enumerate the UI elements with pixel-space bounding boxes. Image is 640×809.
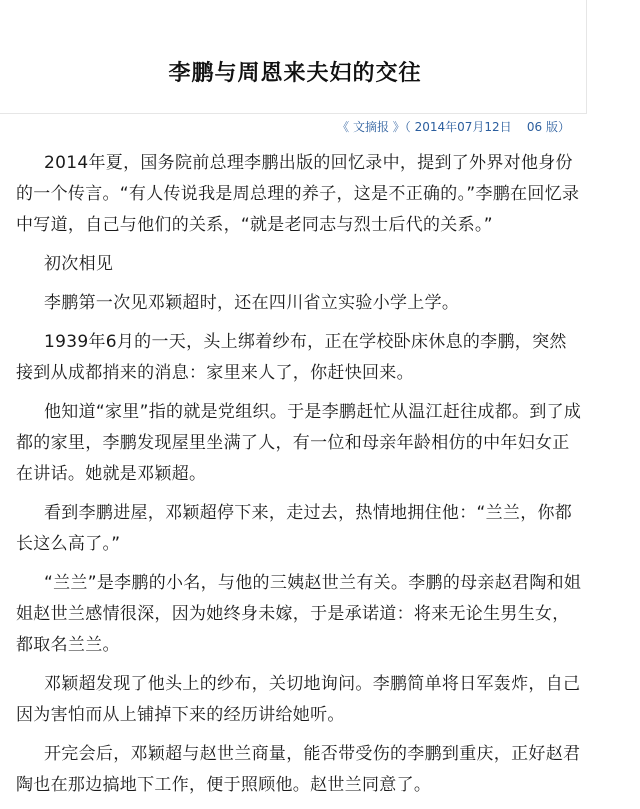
article-body xyxy=(16,148,582,809)
article-title: 李鹏与周恩来夫妇的交往 xyxy=(168,61,422,86)
paragraph: 1939年6月的一天，头上绑着纱布，正在学校卧床休息的李鹏，突然接到从成都捎来的消息：家里来人了，你赶快回来。 xyxy=(16,332,567,383)
paragraph: 邓颖超发现了他头上的纱布，关切地询问。李鹏简单将日军轰炸，自己因为害怕而从上铺掉下来的经历讲给她听。 xyxy=(16,674,581,725)
paragraph: 开完会后，邓颖超与赵世兰商量，能否带受伤的李鹏到重庆，正好赵君陶也在那边搞地下工作，便于照顾他。赵世兰同意了。 xyxy=(16,744,581,795)
section-heading: 初次相见 xyxy=(44,254,114,274)
paragraph: 看到李鹏进屋，邓颖超停下来，走过去，热情地拥住他：“兰兰，你都长这么高了。” xyxy=(16,503,573,554)
source-line: 《 文摘报 》（ 2014年07月12日 06 版） xyxy=(337,120,570,134)
paragraph: “兰兰”是李鹏的小名，与他的三姨赵世兰有关。李鹏的母亲赵君陶和姐姐赵世兰感情很深，因为她终身未嫁，于是承诺道：将来无论生男生女，都取名兰兰。 xyxy=(16,573,582,655)
paragraph: 李鹏第一次见邓颖超时，还在四川省立实验小学上学。 xyxy=(44,293,460,313)
paragraph: 2014年夏，国务院前总理李鹏出版的回忆录中，提到了外界对他身份的一个传言。“有人传说我是周总理的养子，这是不正确的。”李鹏在回忆录中写道，自己与他们的关系，“就是老同志与烈士后代的关系。” xyxy=(16,153,580,235)
title-bar xyxy=(0,0,587,114)
paragraph: 他知道“家里”指的就是党组织。于是李鹏赶忙从温江赶往成都。到了成都的家里，李鹏发现屋里坐满了人，有一位和母亲年龄相仿的中年妇女正在讲话。她就是邓颖超。 xyxy=(16,402,582,484)
